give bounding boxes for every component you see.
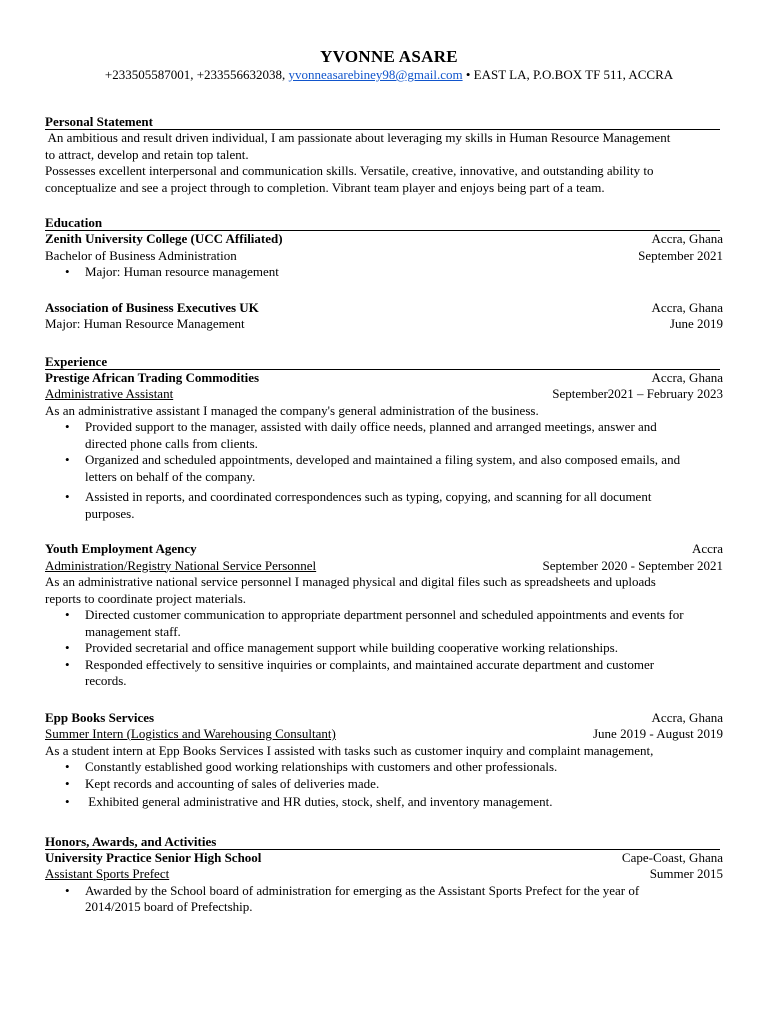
phone-numbers: +233505587001, +233556632038, <box>104 67 289 82</box>
experience-summary: reports to coordinate project materials. <box>45 590 247 606</box>
list-item <box>85 452 723 485</box>
list-item <box>85 883 723 916</box>
bullet-line: purposes. <box>85 505 135 521</box>
date: September 2021 <box>638 247 723 263</box>
section-title-honors: Honors, Awards, and Activities <box>45 834 720 850</box>
location: Accra, Ghana <box>651 231 723 246</box>
statement-line: to attract, develop and retain top talent. <box>45 146 249 162</box>
bullet-line: directed phone calls from clients. <box>85 435 258 451</box>
list-item: • Major: Human resource management <box>85 264 723 281</box>
bullet-line: • Kept records and accounting of sales of deliveries made. <box>85 775 380 791</box>
company-name: Youth Employment Agency <box>45 541 197 556</box>
candidate-name: YVONNE ASARE <box>320 47 458 66</box>
date: June 2019 <box>669 316 723 331</box>
address: • EAST LA, P.O.BOX TF 511, ACCRA <box>462 67 674 82</box>
bullet-list <box>45 419 723 522</box>
bullet-line: • Organized and scheduled appointments, developed and maintained a filing system, and also composed emails, and <box>85 452 681 467</box>
list-item <box>85 776 723 793</box>
statement-line: conceptualize and see a project through to completion. Vibrant team player and enjoys being part of a team. <box>45 179 605 195</box>
education-entry-header <box>45 231 723 248</box>
experience-entry-role <box>45 726 723 743</box>
bullet-line: • Constantly established good working relationships with customers and other professionals. <box>85 759 558 774</box>
education-entry-detail <box>45 248 723 265</box>
experience-section <box>45 354 723 811</box>
date: September2021 – February 2023 <box>552 386 723 401</box>
location: Accra <box>691 541 723 556</box>
institution-name: Zenith University College (UCC Affiliated) <box>45 231 283 246</box>
bullet-line: 2014/2015 board of Prefectship. <box>85 899 253 914</box>
degree: Major: Human Resource Management <box>45 316 245 331</box>
list-item <box>85 657 723 690</box>
bullet-line: management staff. <box>85 623 181 639</box>
bullet-list <box>45 607 723 690</box>
honors-entry-role <box>45 866 723 883</box>
experience-summary: As an administrative assistant I managed the company's general administration of the business. <box>45 402 539 418</box>
bullet-line: • Provided secretarial and office management support while building cooperative working relationships. <box>85 640 618 655</box>
experience-summary: As a student intern at Epp Books Services I assisted with tasks such as customer inquiry and complaint management, <box>45 742 654 758</box>
bullet-line: records. <box>85 673 127 688</box>
honors-entry-header <box>45 850 723 867</box>
job-title: Administrative Assistant <box>45 386 174 401</box>
bullet-line: letters on behalf of the company. <box>85 468 256 484</box>
personal-statement-section <box>45 114 723 196</box>
list-item <box>85 640 723 657</box>
experience-entry-header <box>45 710 723 727</box>
list-item <box>85 419 723 452</box>
company-name: Epp Books Services <box>45 709 155 725</box>
bullet-line: • Directed customer communication to appropriate department personnel and scheduled appointments and events for <box>85 607 684 622</box>
company-name: Prestige African Trading Commodities <box>45 369 260 385</box>
experience-entry-header <box>45 370 723 387</box>
education-entry-header <box>45 300 723 317</box>
bullet-line: • Responded effectively to sensitive inquiries or complaints, and maintained accurate department and customer <box>85 656 655 672</box>
honors-section <box>45 834 723 916</box>
list-item <box>85 489 723 522</box>
bullet-line: • Assisted in reports, and coordinated correspondences such as typing, copying, and scanning for all document <box>85 489 652 504</box>
role-title: Assistant Sports Prefect <box>45 866 170 881</box>
location: Accra, Ghana <box>651 299 723 315</box>
bullet-list <box>45 264 723 281</box>
location: Cape-Coast, Ghana <box>621 849 723 865</box>
experience-entry-role <box>45 558 723 575</box>
experience-summary: As an administrative national service personnel I managed physical and digital files such as spreadsheets and uploads <box>45 574 656 589</box>
section-title-education: Education <box>45 215 720 231</box>
bullet-line: • Provided support to the manager, assisted with daily office needs, planned and arranged meetings, answer and <box>85 419 657 434</box>
contact-line <box>55 67 723 83</box>
bullet-list <box>45 883 723 916</box>
degree: Bachelor of Business Administration <box>45 247 237 263</box>
location: Accra, Ghana <box>651 709 723 725</box>
institution-name: Association of Business Executives UK <box>45 299 259 315</box>
statement-line: An ambitious and result driven individual, I am passionate about leveraging my skills in Human Resource Management <box>45 130 671 145</box>
date: Summer 2015 <box>649 866 723 881</box>
list-item <box>85 759 723 776</box>
bullet-line: • Exhibited general administrative and HR duties, stock, shelf, and inventory management. <box>85 794 553 809</box>
bullet-list <box>45 759 723 811</box>
location: Accra, Ghana <box>651 369 723 385</box>
email-link[interactable]: yvonneasarebiney98@gmail.com <box>288 67 463 82</box>
institution-name: University Practice Senior High School <box>45 849 262 865</box>
section-title-personal-statement: Personal Statement <box>45 114 720 130</box>
job-title: Summer Intern (Logistics and Warehousing Consultant) <box>45 726 336 741</box>
experience-entry-header <box>45 541 723 558</box>
experience-entry-role <box>45 386 723 403</box>
date: September 2020 - September 2021 <box>542 557 723 573</box>
list-item <box>85 607 723 640</box>
date: June 2019 - August 2019 <box>593 726 723 741</box>
section-title-experience: Experience <box>45 354 720 370</box>
job-title: Administration/Registry National Service Personnel <box>45 557 317 573</box>
list-item <box>85 794 723 811</box>
statement-line: Possesses excellent interpersonal and communication skills. Versatile, creative, innovative, and outstanding ability to <box>45 163 654 178</box>
education-section <box>45 215 723 333</box>
bullet-line: • Awarded by the School board of administration for emerging as the Assistant Sports Prefect for the year of <box>85 882 640 898</box>
education-entry-detail <box>45 316 723 333</box>
